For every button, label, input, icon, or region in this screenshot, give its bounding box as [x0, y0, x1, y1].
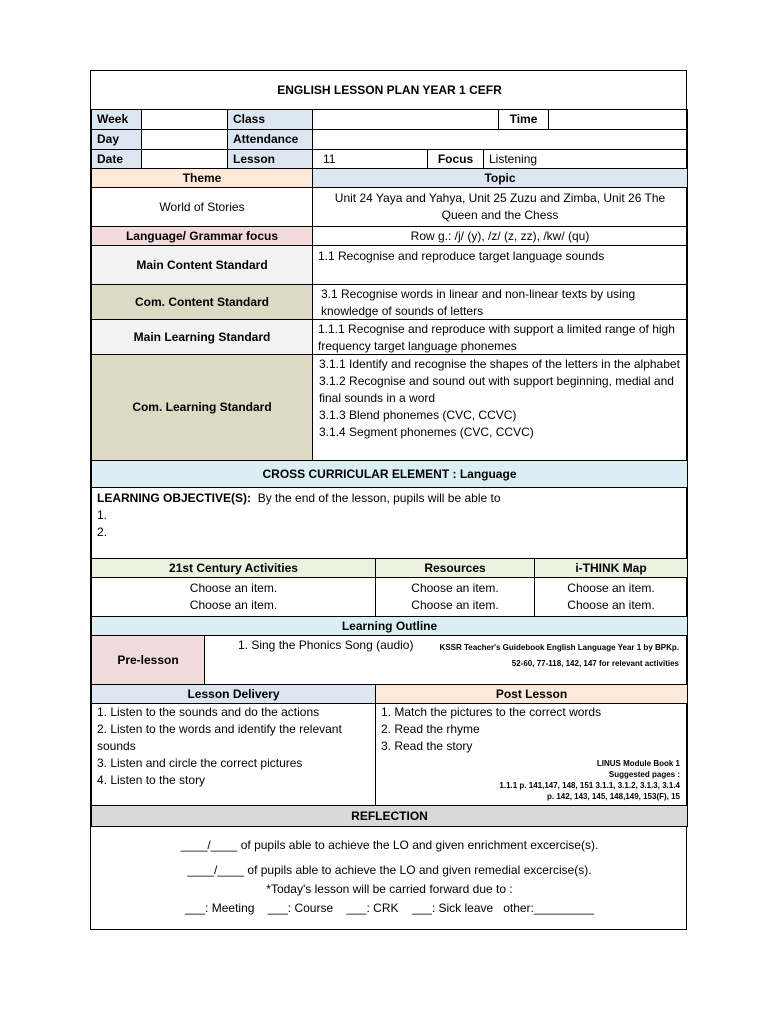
enrichment-keyword: enrichment [467, 838, 527, 852]
class-label: Class [227, 109, 313, 130]
page-title: ENGLISH LESSON PLAN YEAR 1 CEFR [91, 71, 688, 110]
remedial-keyword: remedial [474, 863, 521, 877]
century-activity-select[interactable]: Choose an item. [189, 598, 278, 612]
reflection-remedial-line: ____/____ of pupils able to achieve the LO and given remedial excercise(s). [187, 863, 592, 877]
com-learning-item: 3.1.2 Recognise and sound out with support beginning, medial and final sounds in a word [319, 374, 674, 405]
com-learning-item: 3.1.3 Blend phonemes (CVC, CCVC) [319, 408, 517, 422]
reflection-carry-forward: *Today's lesson will be carried forward due to : [266, 882, 513, 896]
pre-lesson-label: Pre-lesson [91, 635, 205, 685]
theme-value: World of Stories [91, 187, 313, 227]
objectives-label: LEARNING OBJECTIVE(S): [97, 491, 252, 505]
linus-reference: 1.1.1 p. 141,147, 148, 151 3.1.1, 3.1.2, 3.1.3, 3.1.4 [499, 781, 680, 790]
learning-outline-label: Learning Outline [91, 616, 688, 636]
lesson-label: Lesson [227, 149, 313, 169]
post-item: 1. Match the pictures to the correct words [381, 705, 602, 719]
pre-lesson-reference: KSSR Teacher's Guidebook English Language Year 1 by BPKp. [439, 643, 679, 652]
main-learning-value: 1.1.1 Recognise and reproduce with support a limited range of high frequency target language phonemes [312, 319, 688, 355]
com-learning-value [312, 354, 688, 461]
grammar-value: Row g.: /j/ (y), /z/ (z, zz), /kw/ (qu) [312, 226, 688, 246]
lesson-delivery-content [91, 703, 376, 806]
pre-lesson-content [204, 635, 688, 685]
post-item: 3. Read the story [381, 739, 473, 753]
day-field[interactable] [141, 129, 228, 150]
attendance-field[interactable] [312, 129, 688, 150]
delivery-item: 2. Listen to the words and identify the relevant sounds [97, 722, 342, 753]
pre-lesson-reference: 52-60, 77-118, 142, 147 for relevant activities [511, 659, 679, 668]
main-content-value: 1.1 Recognise and reproduce target language sounds [312, 245, 688, 285]
resources-values [375, 577, 535, 617]
ithink-select[interactable]: Choose an item. [567, 598, 655, 612]
com-learning-item: 3.1.1 Identify and recognise the shapes of the letters in the alphabet [319, 357, 680, 371]
linus-reference: p. 142, 143, 145, 148,149, 153(F), 15 [547, 792, 680, 801]
date-field[interactable] [141, 149, 228, 169]
delivery-item: 3. Listen and circle the correct pictures [97, 756, 303, 770]
post-lesson-content [375, 703, 688, 806]
post-item: 2. Read the rhyme [381, 722, 480, 736]
ithink-select[interactable]: Choose an item. [567, 581, 655, 595]
focus-label: Focus [427, 149, 484, 169]
grammar-label: Language/ Grammar focus [91, 226, 313, 246]
time-field[interactable] [548, 109, 688, 130]
ithink-map-label: i-THINK Map [534, 558, 688, 578]
attendance-label: Attendance [227, 129, 313, 150]
objectives-intro: By the end of the lesson, pupils will be able to [257, 491, 501, 505]
resources-label: Resources [375, 558, 535, 578]
week-field[interactable] [141, 109, 228, 130]
learning-objectives [91, 487, 688, 559]
main-content-label: Main Content Standard [91, 245, 313, 285]
lesson-field[interactable]: 11 [312, 149, 428, 169]
century-activities-values [91, 577, 376, 617]
objective-item[interactable]: 2. [97, 525, 108, 539]
topic-value: Unit 24 Yaya and Yahya, Unit 25 Zuzu and Zimba, Unit 26 The Queen and the Chess [312, 187, 688, 227]
linus-reference: LINUS Module Book 1 [596, 759, 680, 768]
reflection-reasons: ___: Meeting ___: Course ___: CRK ___: Sick leave other:_________ [185, 901, 594, 915]
com-learning-label: Com. Learning Standard [91, 354, 313, 461]
delivery-item: 4. Listen to the story [97, 773, 206, 787]
main-learning-label: Main Learning Standard [91, 319, 313, 355]
time-label: Time [498, 109, 549, 130]
focus-field[interactable]: Listening [483, 149, 688, 169]
resources-select[interactable]: Choose an item. [411, 581, 499, 595]
resources-select[interactable]: Choose an item. [411, 598, 499, 612]
pre-lesson-item: 1. Sing the Phonics Song (audio) [238, 638, 414, 652]
lesson-plan-page [90, 70, 687, 930]
theme-label: Theme [91, 168, 313, 188]
com-learning-item: 3.1.4 Segment phonemes (CVC, CCVC) [319, 425, 534, 439]
week-label: Week [91, 109, 142, 130]
century-activities-label: 21st Century Activities [91, 558, 376, 578]
topic-label: Topic [312, 168, 688, 188]
com-content-label: Com. Content Standard [91, 284, 313, 320]
delivery-item: 1. Listen to the sounds and do the actions [97, 705, 320, 719]
post-lesson-label: Post Lesson [375, 684, 688, 704]
reflection-content [91, 826, 688, 931]
objective-item[interactable]: 1. [97, 508, 108, 522]
linus-reference: Suggested pages : [608, 770, 680, 779]
lesson-delivery-label: Lesson Delivery [91, 684, 376, 704]
ithink-values [534, 577, 688, 617]
com-content-value: 3.1 Recognise words in linear and non-linear texts by using knowledge of sounds of letters [312, 284, 688, 320]
century-activity-select[interactable]: Choose an item. [189, 581, 278, 595]
cross-curricular-element: CROSS CURRICULAR ELEMENT : Language [91, 460, 688, 488]
date-label: Date [91, 149, 142, 169]
reflection-label: REFLECTION [91, 805, 688, 827]
day-label: Day [91, 129, 142, 150]
class-field[interactable] [312, 109, 499, 130]
reflection-enrichment-line: ____/____ of pupils able to achieve the LO and given enrichment excercise(s). [180, 838, 599, 852]
